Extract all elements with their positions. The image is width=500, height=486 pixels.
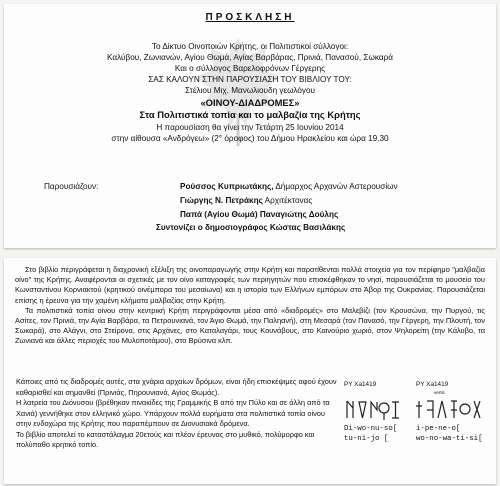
- presenter-item: [180, 182, 398, 191]
- presenter-name: Γιώργης Ν. Πετράκης: [180, 196, 263, 205]
- presenter-role: Αρχιτέκτονας: [264, 196, 313, 205]
- organizers-line: Το Δίκτυο Οινοποιών Κρήτης, οι Πολιτιστικοί σύλλογοι:: [151, 42, 349, 51]
- side-text: Κάποιες από τις διαδρομές αυτές, στα χνάρια αρχαίων δρόμων, είναι ήδη επισκέψιμες αφού έχουν καθαρισθεί και σημανθεί (Πρινιάς, Πηρουνιανά, Αγίος Θωμάς). Η λατρεία του Διόνυσου (βρέθηκαν πινακίδες της Γραμμικής Β από την Πύλο και σε άλλη από τα Χανιά) γεννήθηκε στον ελληνικό χώρο. Υπάρχουν πολλά ευρήματα στα πολιτιστικά τοπία οίνου στην ενδοχώρα της Κρήτης που παραπέμπουν σε Διονυσιακά δρόμενα. Το βιβλίο αποτελεί το καταστάλαγμα 20ετούς και πλέον έρευνας στο μυθικό, πολύμορφο και πολύπαθο κρητικό τοπίο.: [16, 377, 337, 449]
- translit-line: wo-no-wa-ti-si[: [416, 435, 483, 443]
- book-title: «ΟΙΝΟΥ-ΔΙΑΔΡΟΜΕΣ»: [200, 97, 300, 108]
- presenters-label: Παρουσιάζουν:: [44, 182, 99, 191]
- venue-line: στην αίθουσα «Ανδρόγεω» (2° όροφος) του Δήμου Ηρακλείου και ώρα 19.30: [111, 134, 389, 143]
- presenter-role: Δήμαρχος Αρχανών Αστερουσίων: [275, 182, 398, 191]
- translit-line: Di-wo-nu-so[: [344, 425, 398, 433]
- linear-b-glyphs-2-icon: [416, 398, 488, 422]
- description-side-text: [16, 377, 338, 451]
- author-line: Στέλιου Μιχ. Μανωλιουδη γεωλόγου: [184, 86, 316, 95]
- tablet-ref-2: PY Xa1419: [416, 381, 449, 388]
- description-card: [4, 258, 496, 484]
- book-subtitle: Στα Πολιτιστικά τοπία και το μαλβαζία της Κρήτης: [139, 109, 361, 120]
- tablet-translit-2: [416, 424, 483, 444]
- presenter-item: [180, 210, 338, 219]
- tablet-note-2: vertic.: [434, 390, 447, 395]
- date-line: Η παρουσίαση θα γίνει την Τετάρτη 25 Ιουνίου 2014: [156, 123, 344, 132]
- association-line: Και ο σύλλογος Βαρελοφρόνων Γέργερης: [174, 64, 326, 73]
- presenter-name: Παπά (Αγίου Θωμά) Παναγιώτης Δούλης: [180, 210, 339, 219]
- tablet-translit-1: [344, 424, 397, 444]
- clubs-line: Καλύβου, Ζωνιανών, Αγίου Θωμά, Αγίας Βαρβάρας, Πρινιά, Πανασού, Σωκαρά: [107, 53, 393, 62]
- invitation-title: ΠΡΟΣΚΛΗΣΗ: [205, 12, 295, 23]
- presenter-item: [180, 196, 312, 205]
- tablet-ref-1: PY Xa1419: [344, 381, 377, 388]
- presenter-name: Ρούσσος Κυπριωτάκης,: [180, 182, 274, 191]
- invitation-call: ΣΑΣ ΚΑΛΟΥΝ ΣΤΗΝ ΠΑΡΟΥΣΙΑΣΗ ΤΟΥ ΒΙΒΛΙΟΥ ΤΟΥ:: [148, 75, 352, 84]
- translit-line: i-pe-ne-o[: [416, 425, 461, 433]
- coordinator-line: Συντονίζει ο δημοσιογράφος Κώστας Βασιλάκης: [156, 223, 346, 232]
- invitation-card: [4, 4, 496, 248]
- description-paragraph-1: Στο βιβλίο περιγράφεται η διαχρονική εξέλιξη της οινοπαραγωγής στην Κρήτη και παρατίθενται πολλά στοιχεία για τον περίφημο "μαλβαζία οίνο" της Κρήτης. Αναφέρονται οι σχετικές με τον οίνο καταγραφές των περιηγητών που επισκέφθηκαν το νησί, παρουσιάζεται το μουσείο του Κωνσταντίνου Κορνιακτού (κρητικού οινέμπορα του μεσαίωνα) και η ιστορία των Ελλήνων εμπόρων στο Άβορ της Ουκρανίας. Παρουσιάζεται επίσης η έρευνα για την χαμένη κλήματα μαλβαζίας στην Κρήτη.: [15, 265, 485, 305]
- description-paragraph-2: Τα πολιτιστικά τοπία οίνου στην κεντρική Κρήτη περιγράφονται μέσα από «διαδρομές» στο Μαλεβίζι (τον Κρουσώνα, την Πυργού, τις Ασίτες, τον Πρινιά, την Αγία Βαρβάρα, τα Πετρουνιανά, τον Άγιο Θωμά, την Παληανή), στη Μεσαρά (τον Πανασό, την Γέργερη, την Πλουτή, τον Σωκαρά), στο Αλάγνι, στο Στείρονα, στις Αρχάνες, στο Καταλαγάρι, τους Κουνάβους, στο Καινούριο χωριό, στον Ψηλορείτη (την Κάλυβο, τα Ζωνιανά και άλλες περιοχές του Μυλοποτάμου), στο Βρύσινα κλπ.: [15, 305, 485, 346]
- translit-line: tu-ni-jo [: [344, 435, 389, 443]
- description-paragraphs: [15, 265, 485, 347]
- linear-b-glyphs-1-icon: [344, 398, 404, 422]
